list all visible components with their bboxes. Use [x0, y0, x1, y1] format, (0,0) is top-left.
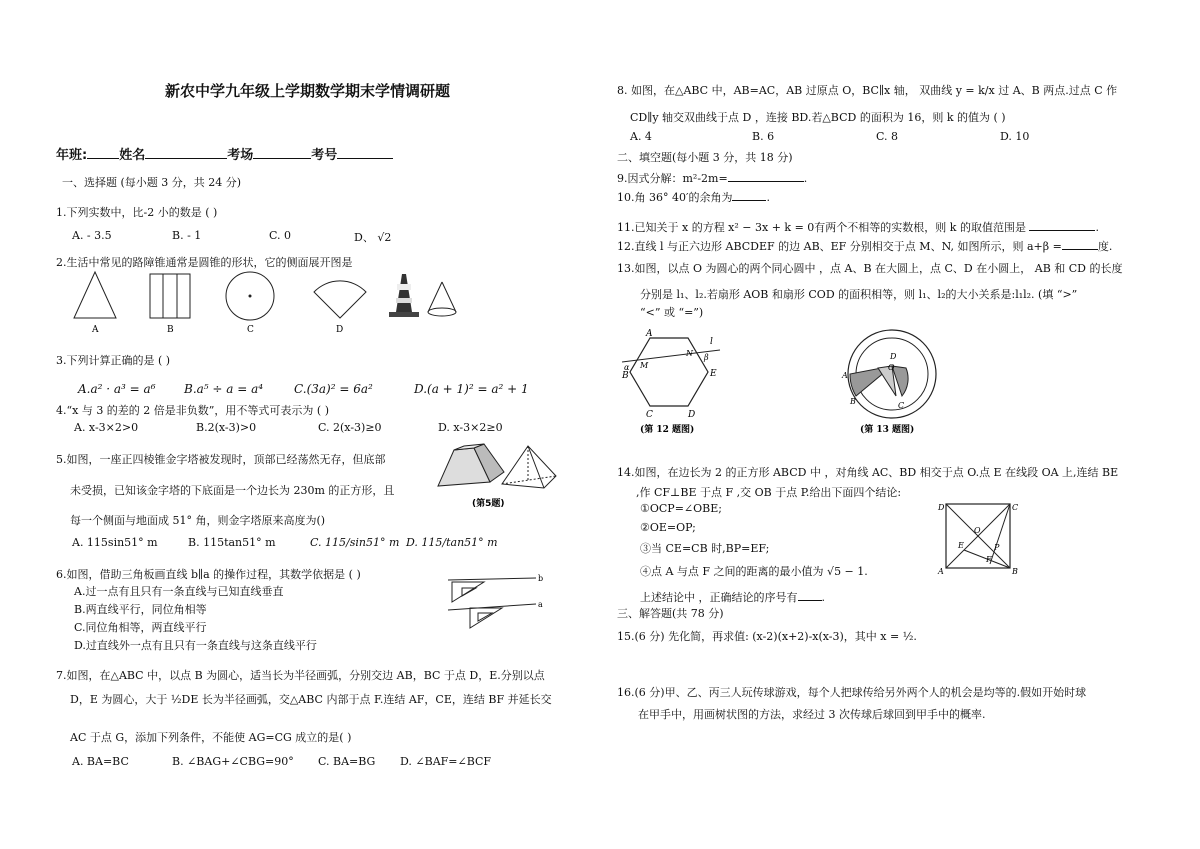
- q8-line-1: 8. 如图，在△ABC 中，AB=AC，AB 过原点 O，BC∥x 轴， 双曲线 y = k/x 过 A、B 两点.过点 C 作: [617, 84, 1118, 97]
- q2-triangle-shape: [74, 272, 116, 318]
- q11: 11.已知关于 x 的方程 x² − 3x + k = 0有两个不相等的实数根，则 k 的取值范围是 .: [617, 218, 1099, 235]
- q2-label-c: C: [247, 325, 254, 335]
- q13-line-3: “<” 或 “=”): [640, 306, 704, 319]
- q4-option-a: A. x-3×2>0: [74, 421, 139, 434]
- q6-option-a: A.过一点有且只有一条直线与已知直线垂直: [74, 585, 284, 598]
- fig14-label-p: P: [994, 543, 1000, 552]
- room-blank[interactable]: [253, 146, 311, 159]
- q7-option-d: D. ∠BAF=∠BCF: [400, 755, 492, 768]
- fig14-label-a: A: [938, 567, 944, 576]
- traffic-cone-image: [389, 274, 419, 317]
- q1-option-d: D、 √2: [354, 231, 392, 244]
- fig12-label-e: E: [710, 369, 717, 379]
- q3-option-b: B.a⁵ ÷ a = a⁴: [184, 382, 264, 396]
- q2-label-b: B: [167, 325, 174, 335]
- class-label: 年班:: [56, 148, 88, 163]
- q11-answer-blank[interactable]: [1029, 218, 1095, 231]
- name-label: 姓名: [119, 148, 146, 163]
- q8-line-2: CD∥y 轴交双曲线于点 D ，连接 BD.若△BCD 的面积为 16，则 k 的值为 ( ): [630, 111, 1006, 124]
- q5-option-c: C. 115/sin51° m: [310, 536, 400, 549]
- q14-item-2: ②OE=OP;: [640, 521, 696, 534]
- q4-option-d: D. x-3×2≥0: [438, 421, 503, 434]
- q5-option-a: A. 115sin51° m: [72, 536, 158, 549]
- fig13-label-b: B: [850, 397, 856, 406]
- section-1-heading: 一、选择题 (每小题 3 分，共 24 分): [62, 176, 242, 189]
- q6-stem: 6.如图，借助三角板画直线 b∥a 的操作过程，其数学依据是 ( ): [56, 568, 361, 581]
- fig14-label-c: C: [1012, 503, 1019, 512]
- section-2-heading: 二、填空题(每小题 3 分，共 18 分): [617, 151, 793, 164]
- q7-option-a: A. BA=BC: [72, 755, 129, 768]
- square-figure-14: [934, 498, 1026, 578]
- fig12-label-n: N: [686, 349, 693, 358]
- q5-option-b: B. 115tan51° m: [188, 536, 276, 549]
- q9-text: 9.因式分解：m²-2m=: [617, 172, 728, 185]
- fig12-caption: (第 12 题图): [640, 425, 695, 435]
- q4-option-b: B.2(x-3)>0: [196, 421, 257, 434]
- q11-text: 11.已知关于 x 的方程 x² − 3x + k = 0有两个不相等的实数根，则 k 的取值范围是: [617, 221, 1026, 234]
- q5-line-1: 5.如图，一座正四棱锥金字塔被发现时，顶部已经荡然无存，但底部: [56, 453, 386, 466]
- q8-option-a: A. 4: [630, 130, 652, 143]
- q3-option-d: D.(a + 1)² = a² + 1: [414, 382, 529, 396]
- line-a-label: a: [538, 600, 543, 609]
- q5-line-3: 每一个侧面与地面成 51° 角，则金字塔原来高度为(): [70, 514, 326, 527]
- name-blank[interactable]: [145, 146, 227, 159]
- q3-option-c: C.(3a)² = 6a²: [294, 382, 373, 396]
- q2-cone-shape: [428, 282, 456, 316]
- q8-option-c: C. 8: [876, 130, 899, 143]
- q4-option-c: C. 2(x-3)≥0: [318, 421, 382, 434]
- q14-answer-blank[interactable]: [798, 588, 822, 601]
- room-label: 考场: [227, 148, 254, 163]
- q2-rect-shape: [150, 274, 190, 318]
- q13-line-2: 分别是 l₁、l₂.若扇形 AOB 和扇形 COD 的面积相等，则 l₁、l₂的大小关系是:l₁l₂. (填 “>”: [640, 288, 1078, 301]
- q6-option-d: D.过直线外一点有且只有一条直线与这条直线平行: [74, 639, 317, 652]
- student-info-line: [56, 144, 393, 163]
- q9-answer-blank[interactable]: [728, 169, 804, 182]
- fig12-label-alpha: α: [624, 363, 630, 372]
- section-3-heading: 三、解答题(共 78 分): [617, 607, 724, 620]
- q12-unit: 度.: [1097, 240, 1113, 253]
- q2-figures: [70, 270, 470, 336]
- q8-option-b: B. 6: [752, 130, 775, 143]
- q3-stem: 3.下列计算正确的是 ( ): [56, 354, 171, 367]
- q12-text: 12.直线 l 与正六边形 ABCDEF 的边 AB、EF 分别相交于点 M、N, 如图所示，则 a+β =: [617, 240, 1062, 253]
- q6-figure: [440, 568, 550, 634]
- q16-line-2: 在甲手中，用画树状图的方法，求经过 3 次传球后球回到甲手中的概率.: [638, 708, 986, 721]
- q14-item-4: ④点 A 与点 F 之间的距离的最小值为 √5 − 1.: [640, 565, 868, 578]
- q1-option-b: B. - 1: [172, 229, 202, 242]
- fig12-label-l: l: [710, 337, 713, 347]
- q10-answer-blank[interactable]: [732, 188, 766, 201]
- fig14-label-o: O: [974, 526, 981, 535]
- q2-label-d: D: [336, 325, 344, 335]
- q6-option-b: B.两直线平行，同位角相等: [74, 603, 207, 616]
- fig14-label-f: F: [986, 555, 992, 564]
- q1-stem: 1.下列实数中，比-2 小的数是 ( ): [56, 206, 218, 219]
- fig13-label-c: C: [898, 401, 905, 410]
- fig13-label-a: A: [842, 371, 848, 380]
- fig13-label-o: O: [888, 363, 895, 372]
- q14-item-3: ③当 CE=CB 时,BP=EF;: [640, 542, 770, 555]
- q2-label-a: A: [92, 325, 99, 335]
- page-title: 新农中学九年级上学期数学期末学情调研题: [165, 82, 451, 100]
- q5-figure-caption: (第5题): [472, 499, 505, 509]
- q7-option-b: B. ∠BAG+∠CBG=90°: [172, 755, 294, 768]
- q15: 15.(6 分) 先化简，再求值: (x-2)(x+2)-x(x-3)，其中 x = ½.: [617, 630, 917, 643]
- fig13-caption: (第 13 题图): [860, 425, 915, 435]
- q12-answer-blank[interactable]: [1062, 237, 1098, 250]
- q16-line-1: 16.(6 分)甲、乙、丙三人玩传球游戏，每个人把球传给另外两个人的机会是均等的.假如开始时球: [617, 686, 1087, 699]
- q1-option-a: A. - 3.5: [72, 229, 112, 242]
- circles-figure-13: [840, 326, 950, 438]
- number-label: 考号: [311, 148, 338, 163]
- q14-line-2: ,作 CF⊥BE 于点 F ,交 OB 于点 P.给出下面四个结论:: [636, 486, 902, 499]
- q14-item-1: ①OCP=∠OBE;: [640, 502, 722, 515]
- number-blank[interactable]: [337, 146, 393, 159]
- q2-stem: 2.生活中常见的路障锥通常是圆锥的形状，它的侧面展开图是: [56, 256, 353, 269]
- q10: 10.角 36° 40′的余角为 .: [617, 188, 770, 205]
- q4-stem: 4.“x 与 3 的差的 2 倍是非负数”，用不等式可表示为 ( ): [56, 404, 330, 417]
- q9: 9.因式分解：m²-2m= .: [617, 169, 807, 186]
- class-blank[interactable]: [87, 146, 119, 159]
- fig12-label-m: M: [640, 361, 649, 370]
- q1-option-c: C. 0: [269, 229, 292, 242]
- q14-line-1: 14.如图，在边长为 2 的正方形 ABCD 中 ，对角线 AC、BD 相交于点 O.点 E 在线段 OA 上,连结 BE: [617, 466, 1119, 479]
- q14-conclusion: 上述结论中 ，正确结论的序号有 .: [640, 588, 825, 605]
- fig12-label-d: D: [688, 410, 696, 420]
- fig13-label-d: D: [890, 352, 897, 361]
- q7-line-1: 7.如图，在△ABC 中，以点 B 为圆心，适当长为半径画弧，分别交边 AB，BC 于点 D，E.分别以点: [56, 669, 545, 682]
- q6-option-c: C.同位角相等，两直线平行: [74, 621, 207, 634]
- pyramid-figure: [432, 442, 562, 514]
- q5-option-d: D. 115/tan51° m: [406, 536, 498, 549]
- hexagon-figure-12: [618, 326, 728, 438]
- q8-option-d: D. 10: [1000, 130, 1030, 143]
- fig14-label-e: E: [958, 541, 964, 550]
- q10-text: 10.角 36° 40′的余角为: [617, 191, 733, 204]
- line-b-label: b: [538, 574, 544, 583]
- q13-line-1: 13.如图，以点 O 为圆心的两个同心圆中 ，点 A、B 在大圆上，点 C、D 在小圆上， AB 和 CD 的长度: [617, 262, 1123, 275]
- q12: [617, 237, 1112, 254]
- fig12-label-a: A: [646, 329, 653, 339]
- fig12-label-c: C: [646, 410, 653, 420]
- fig14-label-b: B: [1012, 567, 1018, 576]
- q2-sector-shape: [314, 281, 366, 318]
- q7-line-3: AC 于点 G，添加下列条件，不能使 AG=CG 成立的是( ): [70, 731, 352, 744]
- q7-option-c: C. BA=BG: [318, 755, 376, 768]
- fig12-label-beta: β: [704, 353, 709, 362]
- q5-line-2: 未受损，已知该金字塔的下底面是一个边长为 230m 的正方形，且: [70, 484, 395, 497]
- q7-line-2: D，E 为圆心，大于 ½DE 长为半径画弧，交△ABC 内部于点 F.连结 AF，CE，连结 BF 并延长交: [70, 693, 552, 706]
- fig12-label-b: B: [622, 371, 629, 381]
- q3-option-a: A.a² · a³ = a⁶: [78, 382, 156, 396]
- fig14-label-d: D: [938, 503, 945, 512]
- q14-conclusion-text: 上述结论中 ，正确结论的序号有: [640, 591, 798, 604]
